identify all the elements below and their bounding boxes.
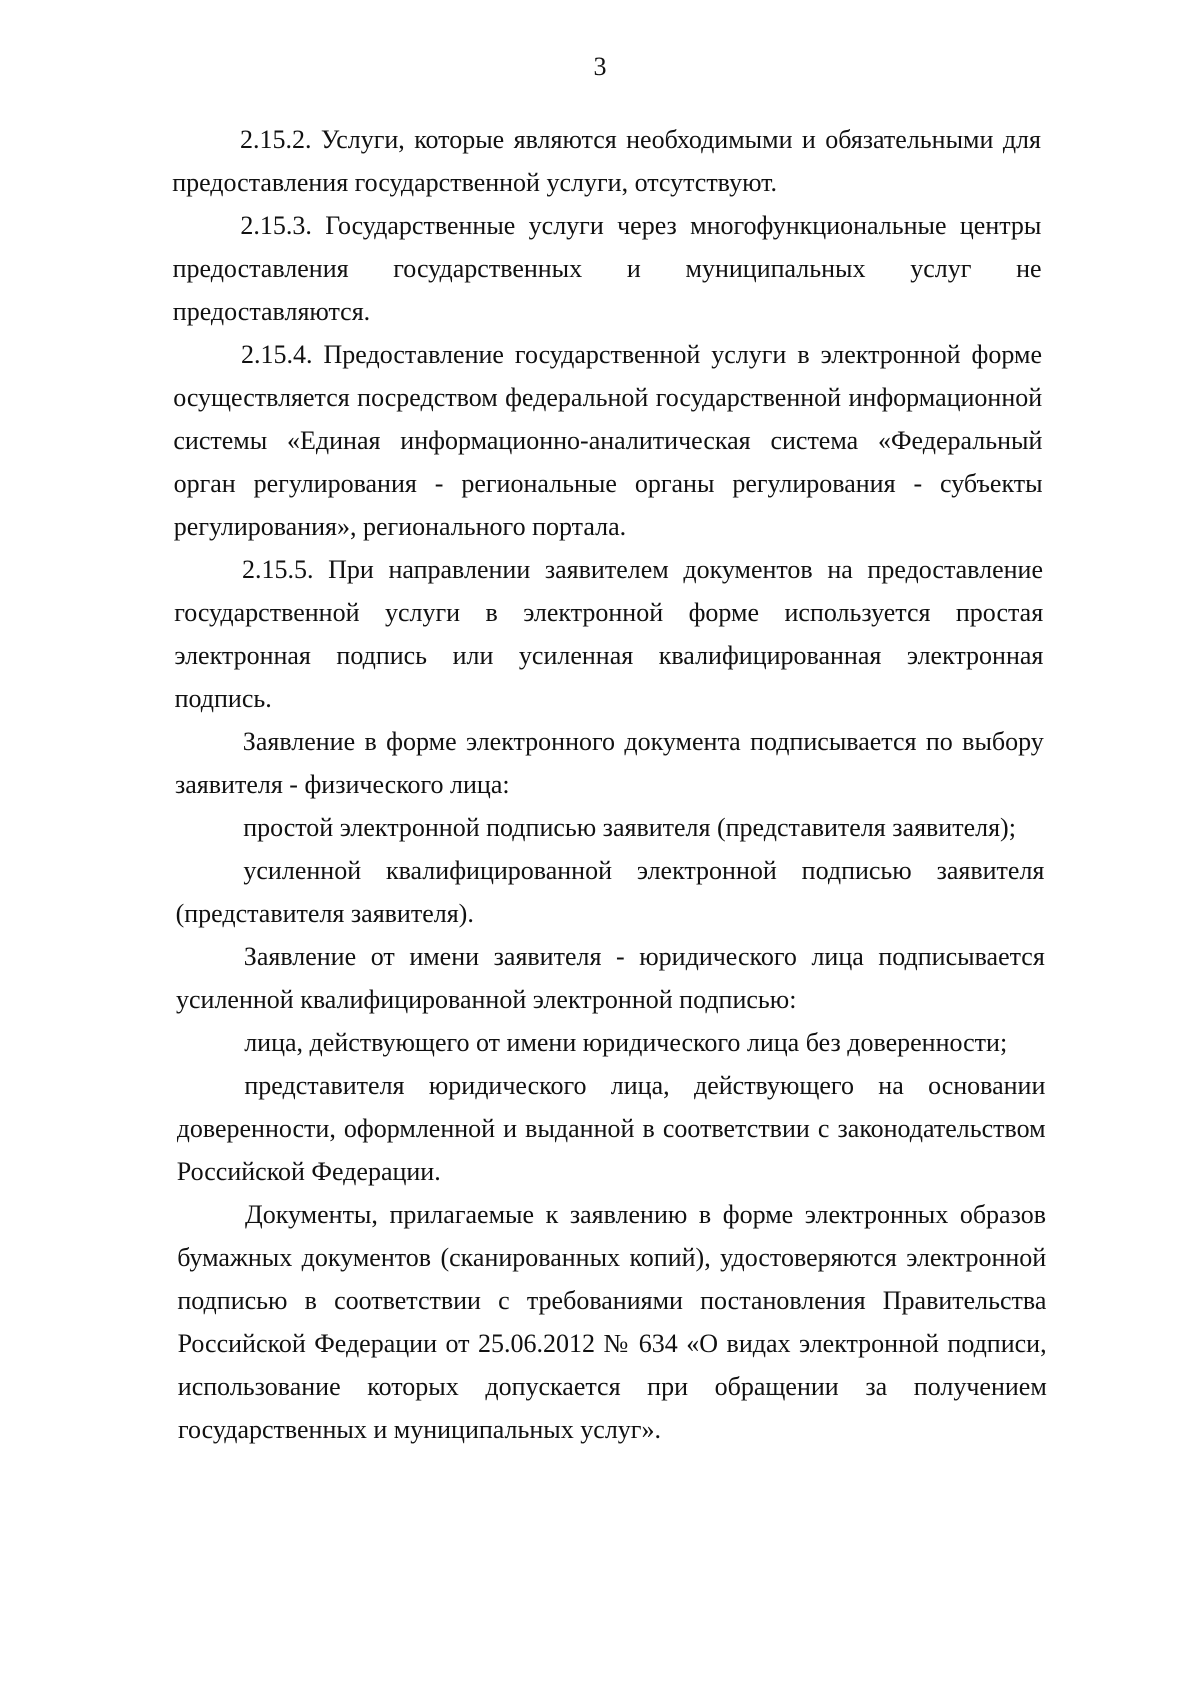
text-line: использование которых допускается при обращении за получением (177, 1372, 1047, 1401)
page-number: 3 (593, 52, 607, 81)
text-line: государственной услуги в электронной форме используется простая (174, 598, 1044, 627)
text-line: заявителя - физического лица: (175, 770, 510, 799)
text-line: 2.15.4. Предоставление государственной услуги в электронной форме (241, 340, 1042, 369)
text-line: государственных и муниципальных услуг». (178, 1415, 661, 1444)
text-line: Российской Федерации. (176, 1157, 441, 1186)
text-line: системы «Единая информационно-аналитическая система «Федеральный (173, 426, 1043, 455)
text-line: представителя юридического лица, действующего на основании (244, 1071, 1046, 1100)
text-line: 2.15.3. Государственные услуги через многофункциональные центры (240, 211, 1042, 240)
text-line: Российской Федерации от 25.06.2012 № 634 «О видах электронной подписи, (177, 1329, 1047, 1358)
text-line: лица, действующего от имени юридического лица без доверенности; (244, 1028, 1008, 1057)
text-line: регулирования», регионального портала. (173, 512, 627, 541)
text-line: подпись. (174, 684, 272, 713)
text-line: осуществляется посредством федеральной государственной информационной (173, 383, 1043, 412)
text-line: 2.15.2. Услуги, которые являются необходимыми и обязательными для (240, 125, 1041, 154)
text-line: предоставления государственных и муниципальных услуг не (172, 254, 1042, 283)
text-line: усиленной квалифицированной электронной подписью заявителя (243, 856, 1045, 885)
text-line: Заявление от имени заявителя - юридического лица подписывается (243, 942, 1045, 971)
text-line: электронная подпись или усиленная квалифицированная электронная (174, 641, 1044, 670)
text-line: орган регулирования - региональные органы регулирования - субъекты (173, 469, 1043, 498)
text-line: усиленной квалифицированной электронной подписью: (176, 985, 797, 1014)
text-line: предоставляются. (172, 297, 371, 326)
text-line: простой электронной подписью заявителя (представителя заявителя); (243, 813, 1016, 842)
text-line: 2.15.5. При направлении заявителем документов на предоставление (242, 555, 1043, 584)
text-line: Заявление в форме электронного документа подписывается по выбору (242, 727, 1044, 756)
text-line: подписью в соответствии с требованиями постановления Правительства (177, 1286, 1047, 1315)
text-line: Документы, прилагаемые к заявлению в форме электронных образов (245, 1200, 1046, 1229)
text-line: (представителя заявителя). (175, 899, 474, 928)
text-line: предоставления государственной услуги, отсутствуют. (172, 168, 778, 197)
text-line: доверенности, оформленной и выданной в соответствии с законодательством (176, 1114, 1046, 1143)
text-line: бумажных документов (сканированных копий), удостоверяются электронной (177, 1243, 1047, 1272)
